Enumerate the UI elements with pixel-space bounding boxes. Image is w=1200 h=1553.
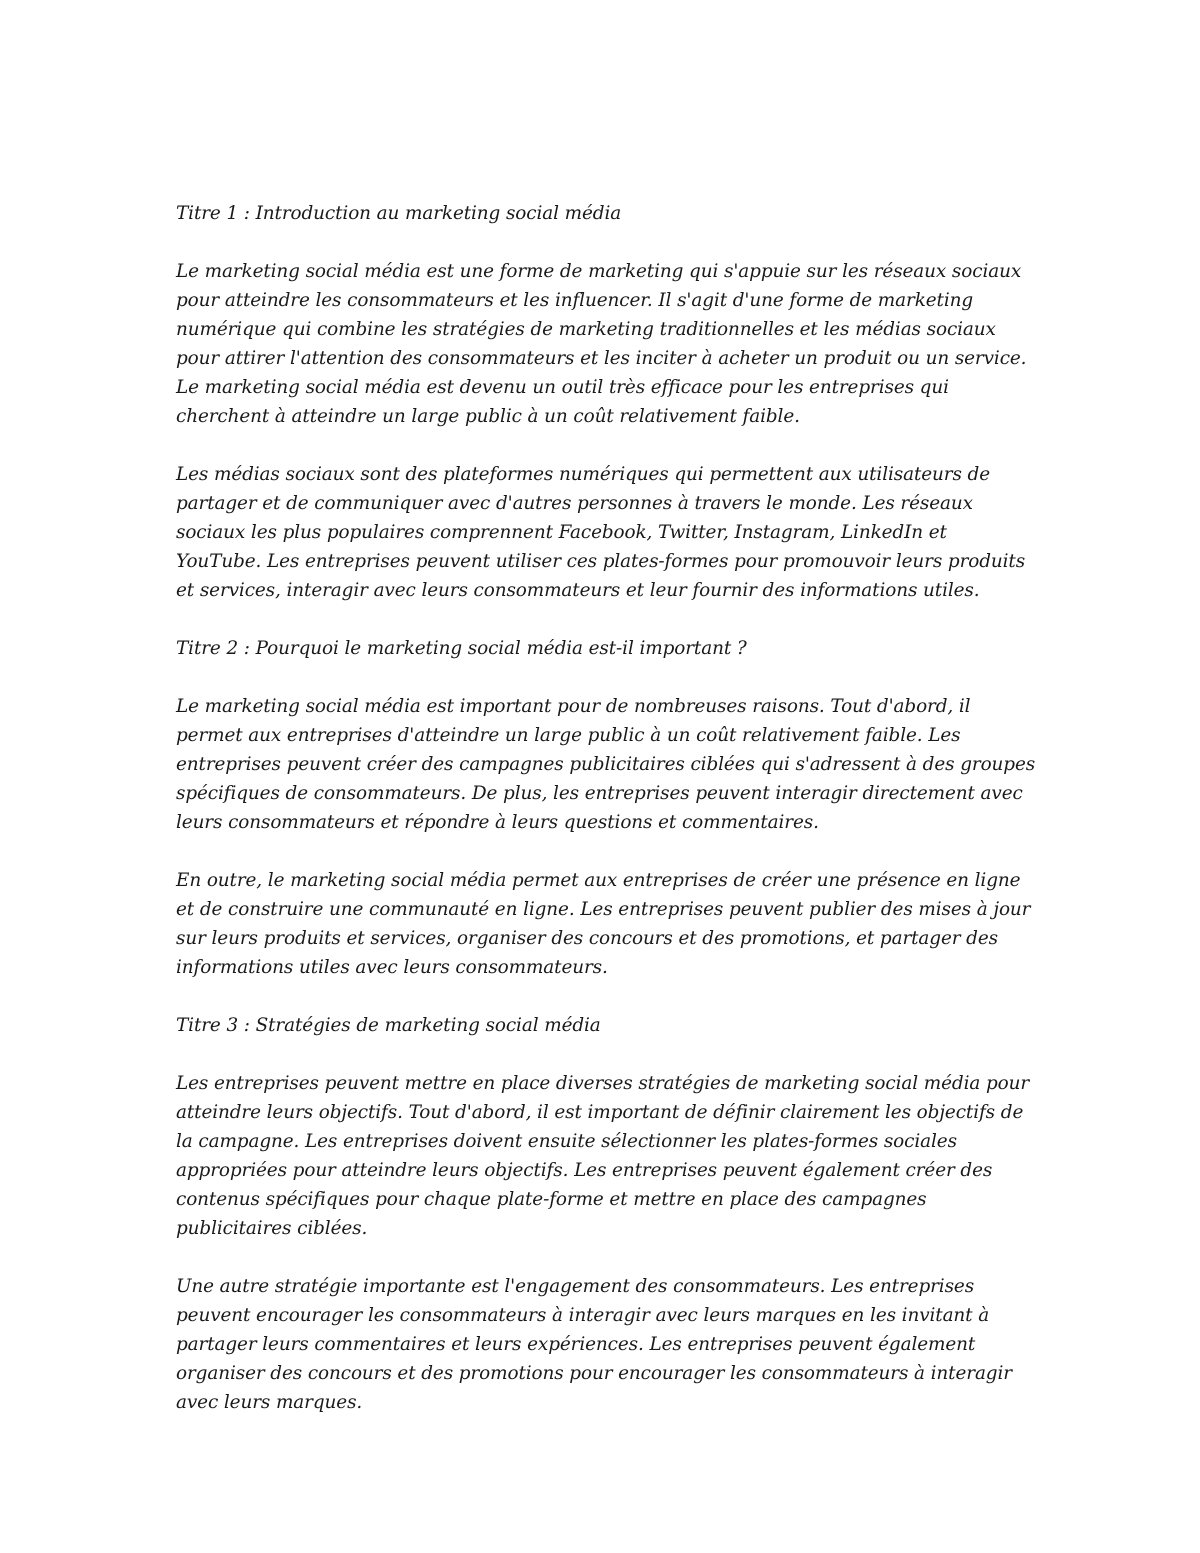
section-2-heading: Titre 2 : Pourquoi le marketing social média est-il important ?	[176, 638, 747, 659]
section-3-paragraph-2: Une autre stratégie importante est l'engagement des consommateurs. Les entreprises peuvent encourager les consommateurs à interagir avec leurs marques en les invitant à partager leurs commentaires et leurs expériences. Les entreprises peuvent également organiser des concours et des promotions pour encourager les consommateurs à interagir avec leurs marques.	[176, 1276, 1012, 1413]
section-1-paragraph-2: Les médias sociaux sont des plateformes numériques qui permettent aux utilisateurs de partager et de communiquer avec d'autres personnes à travers le monde. Les réseaux sociaux les plus populaires comprennent Facebook, Twitter, Instagram, LinkedIn et YouTube. Les entreprises peuvent utiliser ces plates-formes pour promouvoir leurs produits et services, interagir avec leurs consommateurs et leur fournir des informations utiles.	[176, 464, 1026, 601]
section-3-heading: Titre 3 : Stratégies de marketing social média	[176, 1015, 601, 1036]
section-1-heading: Titre 1 : Introduction au marketing social média	[176, 203, 622, 224]
section-1-paragraph-1: Le marketing social média est une forme de marketing qui s'appuie sur les réseaux sociaux pour atteindre les consommateurs et les influencer. Il s'agit d'une forme de marketing numérique qui combine les stratégies de marketing traditionnelles et les médias sociaux pour attirer l'attention des consommateurs et les inciter à acheter un produit ou un service. Le marketing social média est devenu un outil très efficace pour les entreprises qui cherchent à atteindre un large public à un coût relativement faible.	[176, 261, 1027, 427]
section-2-paragraph-2: En outre, le marketing social média permet aux entreprises de créer une présence en ligne et de construire une communauté en ligne. Les entreprises peuvent publier des mises à jour sur leurs produits et services, organiser des concours et des promotions, et partager des informations utiles avec leurs consommateurs.	[176, 870, 1031, 978]
document-body	[176, 199, 1036, 1446]
section-3-paragraph-1: Les entreprises peuvent mettre en place diverses stratégies de marketing social média pour atteindre leurs objectifs. Tout d'abord, il est important de définir clairement les objectifs de la campagne. Les entreprises doivent ensuite sélectionner les plates-formes sociales appropriées pour atteindre leurs objectifs. Les entreprises peuvent également créer des contenus spécifiques pour chaque plate-forme et mettre en place des campagnes publicitaires ciblées.	[176, 1073, 1030, 1239]
section-2-paragraph-1: Le marketing social média est important pour de nombreuses raisons. Tout d'abord, il permet aux entreprises d'atteindre un large public à un coût relativement faible. Les entreprises peuvent créer des campagnes publicitaires ciblées qui s'adressent à des groupes spécifiques de consommateurs. De plus, les entreprises peuvent interagir directement avec leurs consommateurs et répondre à leurs questions et commentaires.	[176, 696, 1036, 833]
